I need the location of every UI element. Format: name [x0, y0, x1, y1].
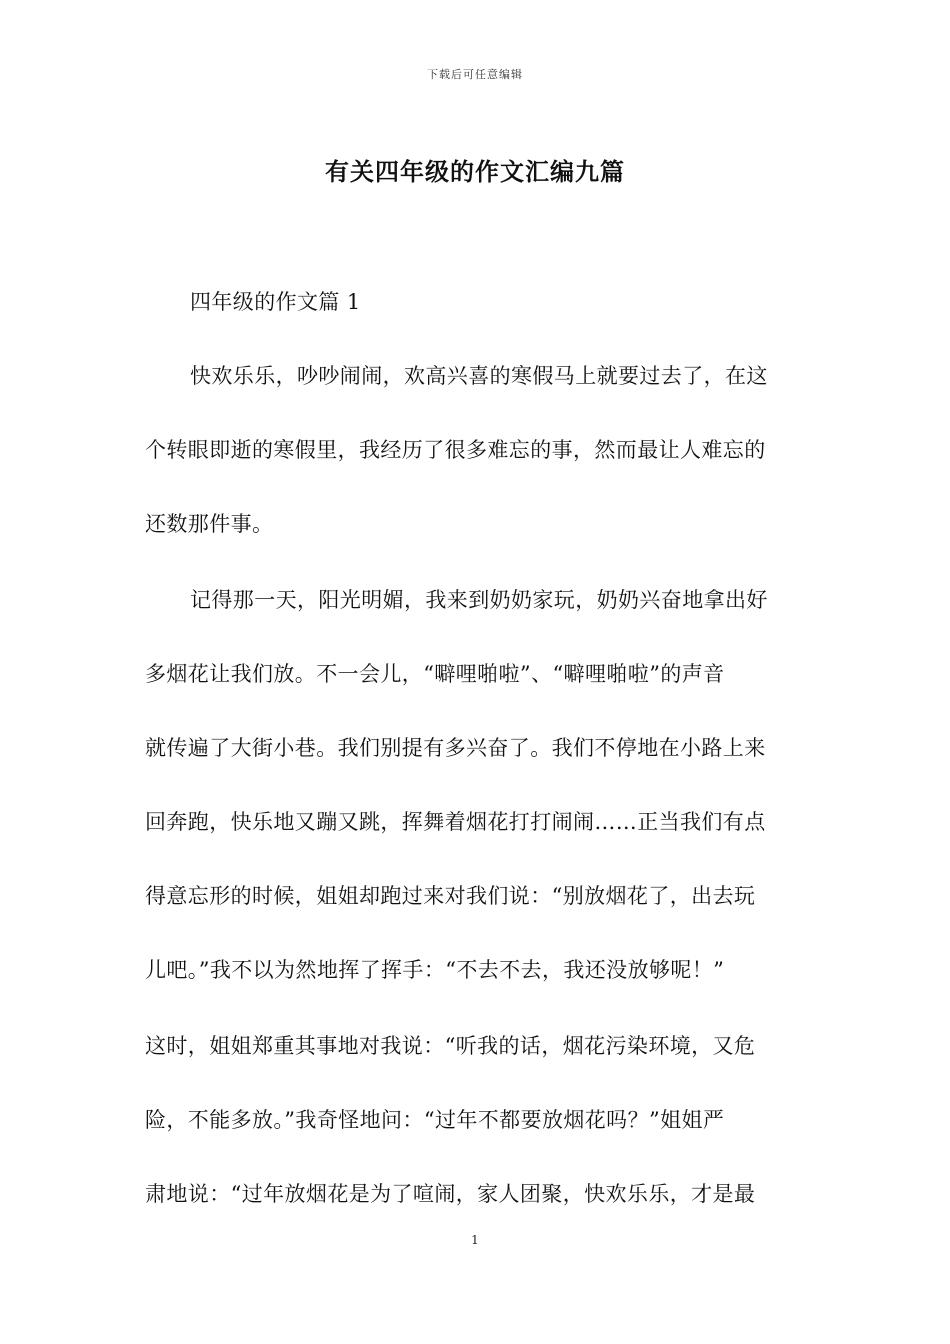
paragraph-2-line-9: 肃地说：“过年放烟花是为了喧闹，家人团聚，快欢乐乐，才是最 — [145, 1182, 756, 1206]
paragraph-1-line-2: 个转眼即逝的寒假里，我经历了很多难忘的事，然而最让人难忘的 — [145, 438, 766, 462]
paragraph-1-line-3: 还数那件事。 — [145, 512, 274, 536]
paragraph-2-line-2: 多烟花让我们放。不一会儿，“噼哩啪啦”、“噼哩啪啦”的声音 — [145, 662, 725, 686]
page-header: 下载后可任意编辑 — [427, 68, 523, 81]
paragraph-2-line-6: 儿吧。”我不以为然地挥了挥手：“不去不去，我还没放够呢！” — [145, 958, 725, 982]
document-title: 有关四年级的作文汇编九篇 — [325, 157, 625, 186]
paragraph-2-line-4: 回奔跑，快乐地又蹦又跳，挥舞着烟花打打闹闹……正当我们有点 — [145, 810, 766, 834]
paragraph-2-line-7: 这时，姐姐郑重其事地对我说：“听我的话，烟花污染环境，又危 — [145, 1034, 756, 1058]
paragraph-2-line-8: 险，不能多放。”我奇怪地问：“过年不都要放烟花吗？”姐姐严 — [145, 1108, 725, 1132]
paragraph-2-line-3: 就传遍了大街小巷。我们别提有多兴奋了。我们不停地在小路上来 — [145, 736, 766, 760]
section-heading: 四年级的作文篇 1 — [190, 290, 361, 314]
paragraph-2-line-1: 记得那一天，阳光明媚，我来到奶奶家玩，奶奶兴奋地拿出好 — [190, 588, 768, 612]
page-number: 1 — [471, 1233, 479, 1247]
paragraph-1-line-1: 快欢乐乐，吵吵闹闹，欢高兴喜的寒假马上就要过去了，在这 — [190, 364, 768, 388]
paragraph-2-line-5: 得意忘形的时候，姐姐却跑过来对我们说：“别放烟花了，出去玩 — [145, 884, 756, 908]
